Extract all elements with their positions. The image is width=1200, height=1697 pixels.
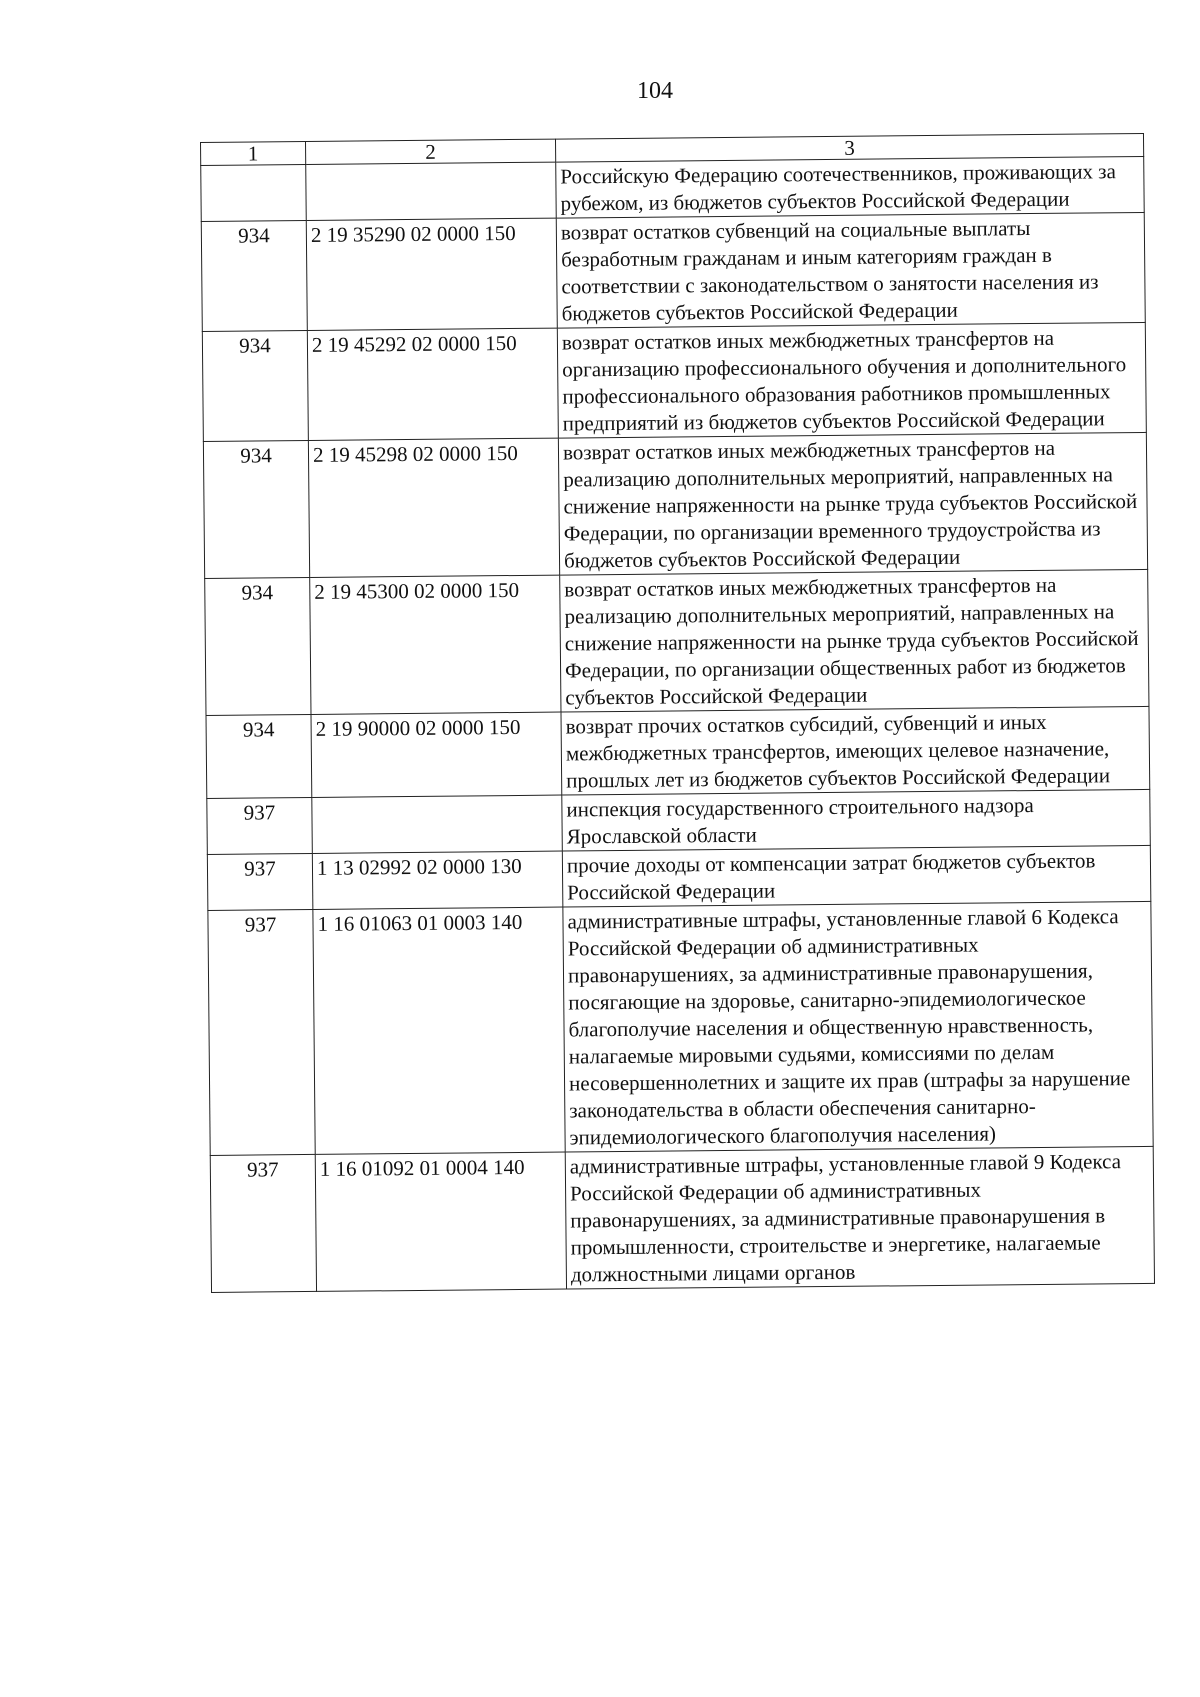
budget-code-cell bbox=[312, 795, 563, 853]
description-cell: возврат остатков иных межбюджетных трансфертов на реализацию дополнительных мероприятий, направленных на снижение напряженности на рынке труда субъектов Российской Федерации, по организации общественных работ из бюджетов субъектов Российской Федерации bbox=[560, 569, 1149, 712]
admin-code-cell: 934 bbox=[206, 714, 312, 798]
table-row bbox=[206, 706, 1150, 798]
admin-code-cell: 934 bbox=[202, 330, 308, 441]
table-row bbox=[201, 156, 1144, 221]
description-cell: возврат остатков иных межбюджетных трансфертов на реализацию дополнительных мероприятий, направленных на снижение напряженности на рынке труда субъектов Российской Федерации, по организации временного трудоустройства из бюджетов субъектов Российской Федерации bbox=[558, 432, 1147, 575]
budget-code-cell: 2 19 45300 02 0000 150 bbox=[310, 575, 561, 714]
table-row bbox=[208, 901, 1153, 1155]
description-cell: возврат прочих остатков субсидий, субвенций и иных межбюджетных трансфертов, имеющих целевое назначение, прошлых лет из бюджетов субъектов Российской Федерации bbox=[561, 706, 1150, 795]
table-row bbox=[203, 432, 1147, 578]
admin-code-cell: 934 bbox=[203, 440, 309, 578]
description-cell: возврат остатков субвенций на социальные выплаты безработным гражданам и иным категориям граждан в соответствии с законодательством о занятости населения из бюджетов субъектов Российской Федерации bbox=[556, 212, 1145, 328]
table-row bbox=[202, 322, 1146, 441]
budget-code-cell bbox=[306, 162, 557, 220]
table-row bbox=[210, 1146, 1154, 1292]
budget-classification-table bbox=[200, 133, 1155, 1293]
column-header-1: 1 bbox=[201, 141, 306, 165]
budget-code-cell: 2 19 35290 02 0000 150 bbox=[306, 218, 557, 330]
admin-code-cell: 937 bbox=[207, 853, 313, 910]
budget-code-cell: 2 19 45298 02 0000 150 bbox=[308, 438, 559, 577]
budget-code-cell: 1 13 02992 02 0000 130 bbox=[312, 851, 563, 909]
description-cell: инспекция государственного строительного надзора Ярославской области bbox=[562, 789, 1151, 851]
budget-code-cell: 2 19 45292 02 0000 150 bbox=[307, 328, 558, 440]
budget-code-cell: 1 16 01063 01 0003 140 bbox=[313, 907, 565, 1154]
budget-code-cell: 1 16 01092 01 0004 140 bbox=[315, 1152, 566, 1291]
table-row bbox=[207, 789, 1150, 854]
table-row bbox=[201, 212, 1145, 331]
admin-code-cell: 934 bbox=[201, 220, 307, 331]
column-header-2: 2 bbox=[305, 139, 555, 164]
admin-code-cell: 937 bbox=[208, 909, 315, 1155]
column-header-3: 3 bbox=[555, 133, 1143, 162]
admin-code-cell bbox=[201, 164, 307, 221]
budget-code-cell: 2 19 90000 02 0000 150 bbox=[311, 712, 562, 797]
table-row bbox=[205, 569, 1149, 715]
admin-code-cell: 934 bbox=[205, 577, 311, 715]
table-row bbox=[207, 845, 1150, 910]
admin-code-cell: 937 bbox=[210, 1154, 316, 1292]
description-cell: Российскую Федерацию соотечественников, проживающих за рубежом, из бюджетов субъектов Российской Федерации bbox=[556, 156, 1145, 218]
description-cell: возврат остатков иных межбюджетных трансфертов на организацию профессионального обучения и дополнительного профессионального образования работников промышленных предприятий из бюджетов субъектов Российской Федерации bbox=[557, 322, 1146, 438]
page-number: 104 bbox=[637, 78, 673, 104]
description-cell: административные штрафы, установленные главой 6 Кодекса Российской Федерации об административных правонарушениях, за административные правонарушения, посягающие на здоровье, санитарно-эпидемиологическое благополучие населения и общественную нравственность, налагаемые мировыми судьями, комиссиями по делам несовершеннолетних и защите их прав (штрафы за нарушение законодательства в области обеспечения санитарно-эпидемиологического благополучия населения) bbox=[563, 901, 1153, 1152]
description-cell: прочие доходы от компенсации затрат бюджетов субъектов Российской Федерации bbox=[562, 845, 1151, 907]
admin-code-cell: 937 bbox=[207, 797, 313, 854]
description-cell: административные штрафы, установленные главой 9 Кодекса Российской Федерации об административных правонарушениях, за административные правонарушения в промышленности, строительстве и энергетике, налагаемые должностными лицами органов bbox=[565, 1146, 1154, 1289]
